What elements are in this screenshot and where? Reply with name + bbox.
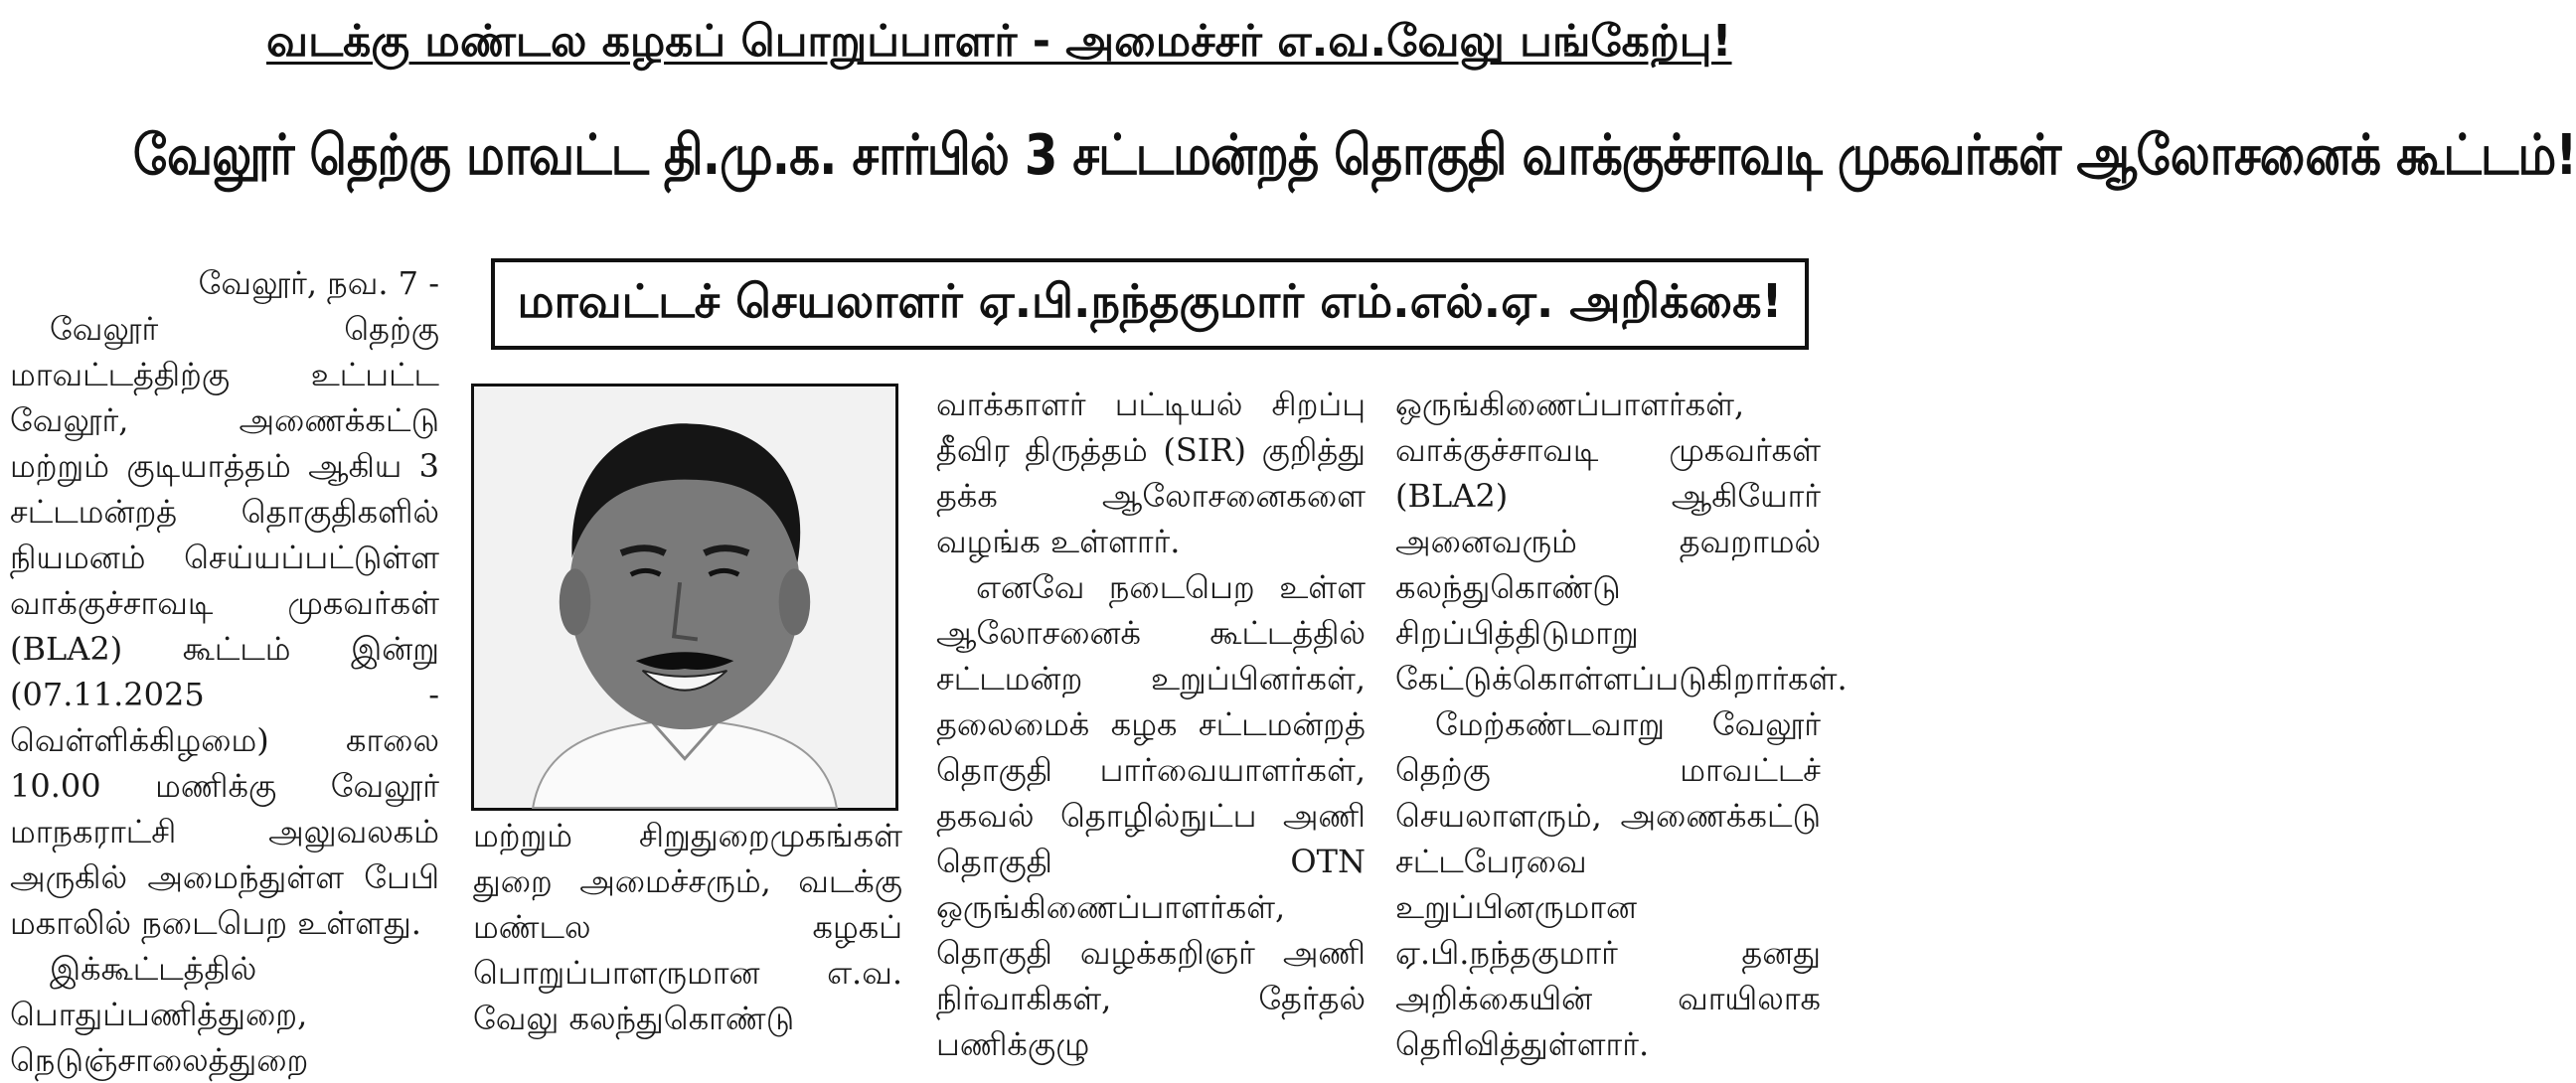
main-headline: வேலூர் தெற்கு மாவட்ட தி.மு.க. சார்பில் 3 சட்டமன்றத் தொகுதி வாக்குச்சாவடி முகவர்கள் ஆலோசனைக் கூட்டம்! bbox=[132, 123, 2576, 188]
kicker-heading: வடக்கு மண்டல கழகப் பொறுப்பாளர் - அமைச்சர் எ.வ.வேலு பங்கேற்பு! bbox=[266, 16, 1732, 67]
subheadline-box bbox=[491, 258, 1809, 350]
article-paragraph: மற்றும் சிறுதுறைமுகங்கள் துறை அமைச்சரும், வடக்கு மண்டல கழகப் பொறுப்பாளருமான எ.வ. வேலு கலந்துகொண்டு bbox=[473, 817, 902, 1037]
article-paragraph: ஒருங்கிணைப்பாளர்கள், வாக்குச்சாவடி முகவர்கள் (BLA2) ஆகியோர் அனைவரும் தவறாமல் கலந்துகொண்டு சிறப்பித்திடுமாறு கேட்டுக்கொள்ளப்படுகிறார்கள். bbox=[1395, 386, 1848, 697]
article-paragraph: மேற்கண்டவாறு வேலூர் தெற்கு மாவட்டச் செயலாளரும், அணைக்கட்டு சட்டபேரவை உறுப்பினருமான ஏ.பி.நந்தகுமார் தனது அறிக்கையின் வாயிலாக தெரிவித்துள்ளார். bbox=[1395, 705, 1821, 1063]
article-column-3 bbox=[936, 382, 1366, 1067]
article-paragraph: வாக்காளர் பட்டியல் சிறப்பு தீவிர திருத்தம் (SIR) குறித்து தக்க ஆலோசனைகளை வழங்க உள்ளார். bbox=[936, 386, 1366, 560]
article-column-4 bbox=[1395, 382, 1848, 1067]
article-paragraph: இக்கூட்டத்தில் பொதுப்பணித்துறை, நெடுஞ்சாலைத்துறை bbox=[10, 950, 309, 1079]
article-paragraph: வேலூர் தெற்கு மாவட்டத்திற்கு உட்பட்ட வேலூர், அணைக்கட்டு மற்றும் குடியாத்தம் ஆகிய 3 சட்டமன்றத் தொகுதிகளில் நியமனம் செய்யப்பட்டுள்ள வாக்குச்சாவடி முகவர்கள் (BLA2) கூட்டம் இன்று (07.11.2025 - வெள்ளிக்கிழமை) காலை 10.00 மணிக்கு வேலூர் மாநகராட்சி அலுவலகம் அருகில் அமைந்துள்ள பேபி மகாலில் நடைபெற உள்ளது. bbox=[10, 310, 439, 942]
dateline: வேலூர், நவ. 7 - bbox=[198, 264, 439, 302]
article-column-2 bbox=[473, 813, 902, 1041]
article-paragraph: எனவே நடைபெற உள்ள ஆலோசனைக் கூட்டத்தில் சட்டமன்ற உறுப்பினர்கள், தலைமைக் கழக சட்டமன்றத் தொகுதி பார்வையாளர்கள், தகவல் தொழில்நுட்ப அணி தொகுதி OTN ஒருங்கிணைப்பாளர்கள், தொகுதி வழக்கறிஞர் அணி நிர்வாகிகள், தேர்தல் பணிக்குழு bbox=[936, 568, 1366, 1063]
portrait-icon bbox=[474, 387, 895, 808]
article-column-1 bbox=[10, 260, 439, 1083]
subheadline-text: மாவட்டச் செயலாளர் ஏ.பி.நந்தகுமார் எம்.எல்.ஏ. அறிக்கை! bbox=[517, 273, 1783, 328]
portrait-photo bbox=[471, 384, 898, 811]
